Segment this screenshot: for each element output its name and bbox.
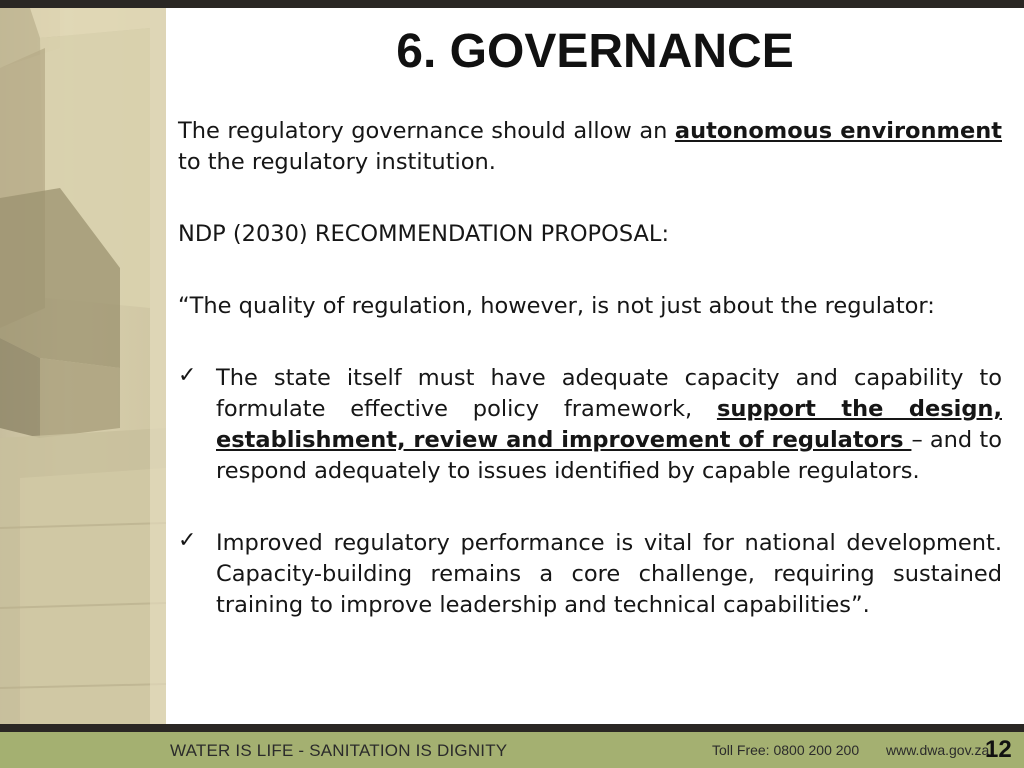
proposal-heading: NDP (2030) RECOMMENDATION PROPOSAL: [178,221,670,247]
bullet-2-text: Improved regulatory performance is vital for national development. Capacity-building remains a core challenge, requiring sustained training to improve leadership and technical capabilities”. [216,530,1002,618]
quote-lead: “The quality of regulation, however, is not just about the regulator: [178,293,935,319]
check-icon: ✓ [178,363,197,388]
building-image [0,8,166,724]
footer-website-link[interactable]: www.dwa.gov.za [886,742,990,758]
footer-toll-free: Toll Free: 0800 200 200 [712,742,860,758]
page-title: 6. GOVERNANCE [396,25,794,78]
intro-text-after: to the regulatory institution. [178,149,496,175]
intro-text-before: The regulatory governance should allow an [178,118,675,144]
bullet-1-text-after: – and to respond adequately to issues identified by capable regulators. [216,427,1002,484]
footer-band [0,732,1024,768]
footer-slogan: WATER IS LIFE - SANITATION IS DIGNITY [170,741,508,760]
top-bar [0,0,1024,8]
footer-divider [0,724,1024,732]
bullet-1-text-before: The state itself must have adequate capacity and capability to formulate effective policy framework, [216,365,1002,422]
intro-paragraph [178,116,1002,178]
check-icon: ✓ [178,528,197,553]
slide-body [178,116,1002,621]
intro-emphasis: autonomous environment [674,118,1002,144]
side-photo-image [0,8,166,724]
bullet-list [178,363,1002,621]
bullet-item-2 [178,528,1002,621]
slide-number: 12 [985,736,1012,763]
bullet-1-emphasis: support the design, establishment, review and improvement of regulators [216,396,1002,453]
bullet-item-1 [178,363,1002,487]
